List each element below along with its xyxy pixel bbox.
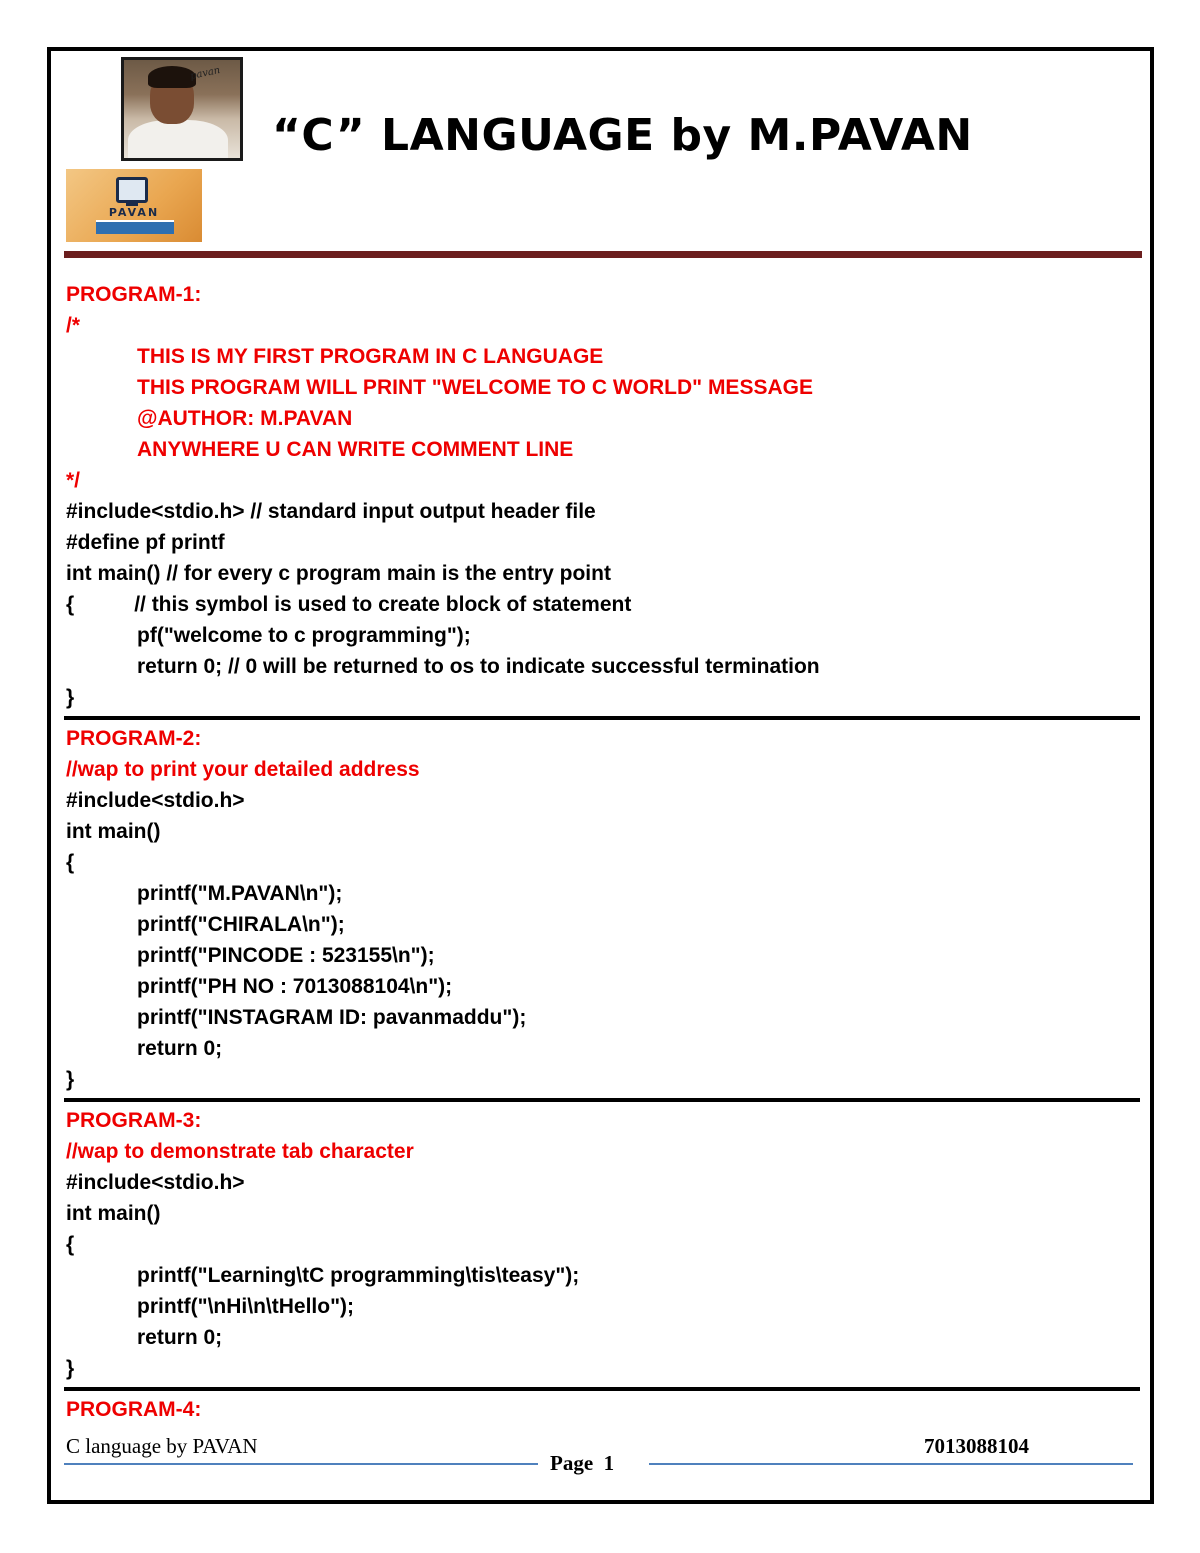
comment-line — [66, 754, 1140, 785]
program-block — [66, 1105, 1140, 1384]
line-text: int main() — [66, 820, 161, 843]
line-text: int main() — [66, 1202, 161, 1225]
line-text: printf("\nHi\n\tHello"); — [137, 1295, 355, 1318]
line-text: { — [66, 851, 75, 874]
line-text: { — [66, 593, 75, 616]
code-line — [66, 1033, 1140, 1064]
code-line — [66, 909, 1140, 940]
code-line — [66, 558, 1140, 589]
program-separator — [64, 716, 1140, 720]
line-text: return 0; — [137, 1326, 223, 1349]
line-text: PROGRAM-2: — [66, 727, 202, 750]
line-text: } — [66, 1357, 75, 1380]
code-line — [66, 682, 1140, 713]
line-text: PROGRAM-3: — [66, 1109, 202, 1132]
footer-author: C language by PAVAN — [66, 1434, 258, 1458]
code-line — [66, 1353, 1140, 1384]
comment-line — [66, 341, 1140, 372]
code-line — [66, 940, 1140, 971]
comment-line — [66, 434, 1140, 465]
line-text: } — [66, 1068, 75, 1091]
line-text: PROGRAM-4: — [66, 1398, 202, 1421]
program-block — [66, 279, 1140, 713]
author-photo — [121, 57, 243, 161]
code-line — [66, 1198, 1140, 1229]
line-text: printf("M.PAVAN\n"); — [137, 882, 343, 905]
page-number-value: 1 — [603, 1451, 615, 1475]
program-separator — [64, 1387, 1140, 1391]
line-text: return 0; — [137, 1037, 223, 1060]
code-line — [66, 496, 1140, 527]
code-line — [66, 589, 1140, 620]
program-heading — [66, 1394, 1140, 1425]
line-text: THIS PROGRAM WILL PRINT "WELCOME TO C WORLD" MESSAGE — [137, 376, 813, 399]
footer-phone: 7013088104 — [924, 1434, 1029, 1458]
comment-line — [66, 1136, 1140, 1167]
line-text: #define pf printf — [66, 531, 225, 554]
comment-line — [66, 465, 1140, 496]
line-text: printf("PINCODE : 523155\n"); — [137, 944, 435, 967]
comment-line — [66, 403, 1140, 434]
code-line — [66, 878, 1140, 909]
line-text: /* — [66, 314, 81, 337]
code-line — [66, 971, 1140, 1002]
code-line — [66, 1260, 1140, 1291]
page-label: Page — [550, 1451, 594, 1475]
footer-rule-right — [649, 1463, 1133, 1465]
code-line — [66, 847, 1140, 878]
footer-rule-left — [64, 1463, 538, 1465]
line-text: #include<stdio.h> — [66, 789, 245, 812]
monitor-icon — [116, 177, 148, 203]
program-separator — [64, 1098, 1140, 1102]
line-comment: // this symbol is used to create block of statement — [134, 593, 632, 616]
code-line — [66, 651, 1140, 682]
program-listing — [66, 279, 1140, 1425]
comment-line — [66, 310, 1140, 341]
code-line — [66, 1229, 1140, 1260]
code-line — [66, 1322, 1140, 1353]
code-line — [66, 1167, 1140, 1198]
program-block — [66, 1394, 1140, 1425]
line-text: return 0; // 0 will be returned to os to indicate successful termination — [137, 655, 820, 678]
program-heading — [66, 279, 1140, 310]
line-text: //wap to demonstrate tab character — [66, 1140, 414, 1163]
code-line — [66, 816, 1140, 847]
program-block — [66, 723, 1140, 1095]
pavan-logo — [66, 169, 202, 242]
code-line — [66, 1291, 1140, 1322]
program-heading — [66, 1105, 1140, 1136]
line-text: printf("Learning\tC programming\tis\teasy"); — [137, 1264, 580, 1287]
program-heading — [66, 723, 1140, 754]
logo-text: PAVAN — [108, 206, 160, 219]
line-text: @AUTHOR: M.PAVAN — [137, 407, 353, 430]
page-number — [550, 1451, 614, 1476]
code-line — [66, 785, 1140, 816]
line-text: printf("PH NO : 7013088104\n"); — [137, 975, 453, 998]
code-line — [66, 527, 1140, 558]
line-text: */ — [66, 469, 81, 492]
line-text: printf("INSTAGRAM ID: pavanmaddu"); — [137, 1006, 527, 1029]
code-line — [66, 620, 1140, 651]
page-title: “C” LANGUAGE by M.PAVAN — [272, 110, 973, 161]
line-text: { — [66, 1233, 75, 1256]
photo-signature: pavan — [189, 64, 222, 83]
line-text: pf("welcome to c programming"); — [137, 624, 471, 647]
line-text: THIS IS MY FIRST PROGRAM IN C LANGUAGE — [137, 345, 604, 368]
line-text: printf("CHIRALA\n"); — [137, 913, 345, 936]
line-text: PROGRAM-1: — [66, 283, 202, 306]
line-text: //wap to print your detailed address — [66, 758, 420, 781]
code-line — [66, 1002, 1140, 1033]
line-text: #include<stdio.h> // standard input output header file — [66, 500, 596, 523]
line-text: ANYWHERE U CAN WRITE COMMENT LINE — [137, 438, 574, 461]
line-text: int main() // for every c program main is the entry point — [66, 562, 611, 585]
comment-line — [66, 372, 1140, 403]
line-text: } — [66, 686, 75, 709]
line-text: #include<stdio.h> — [66, 1171, 245, 1194]
code-line — [66, 1064, 1140, 1095]
title-divider — [64, 251, 1142, 258]
